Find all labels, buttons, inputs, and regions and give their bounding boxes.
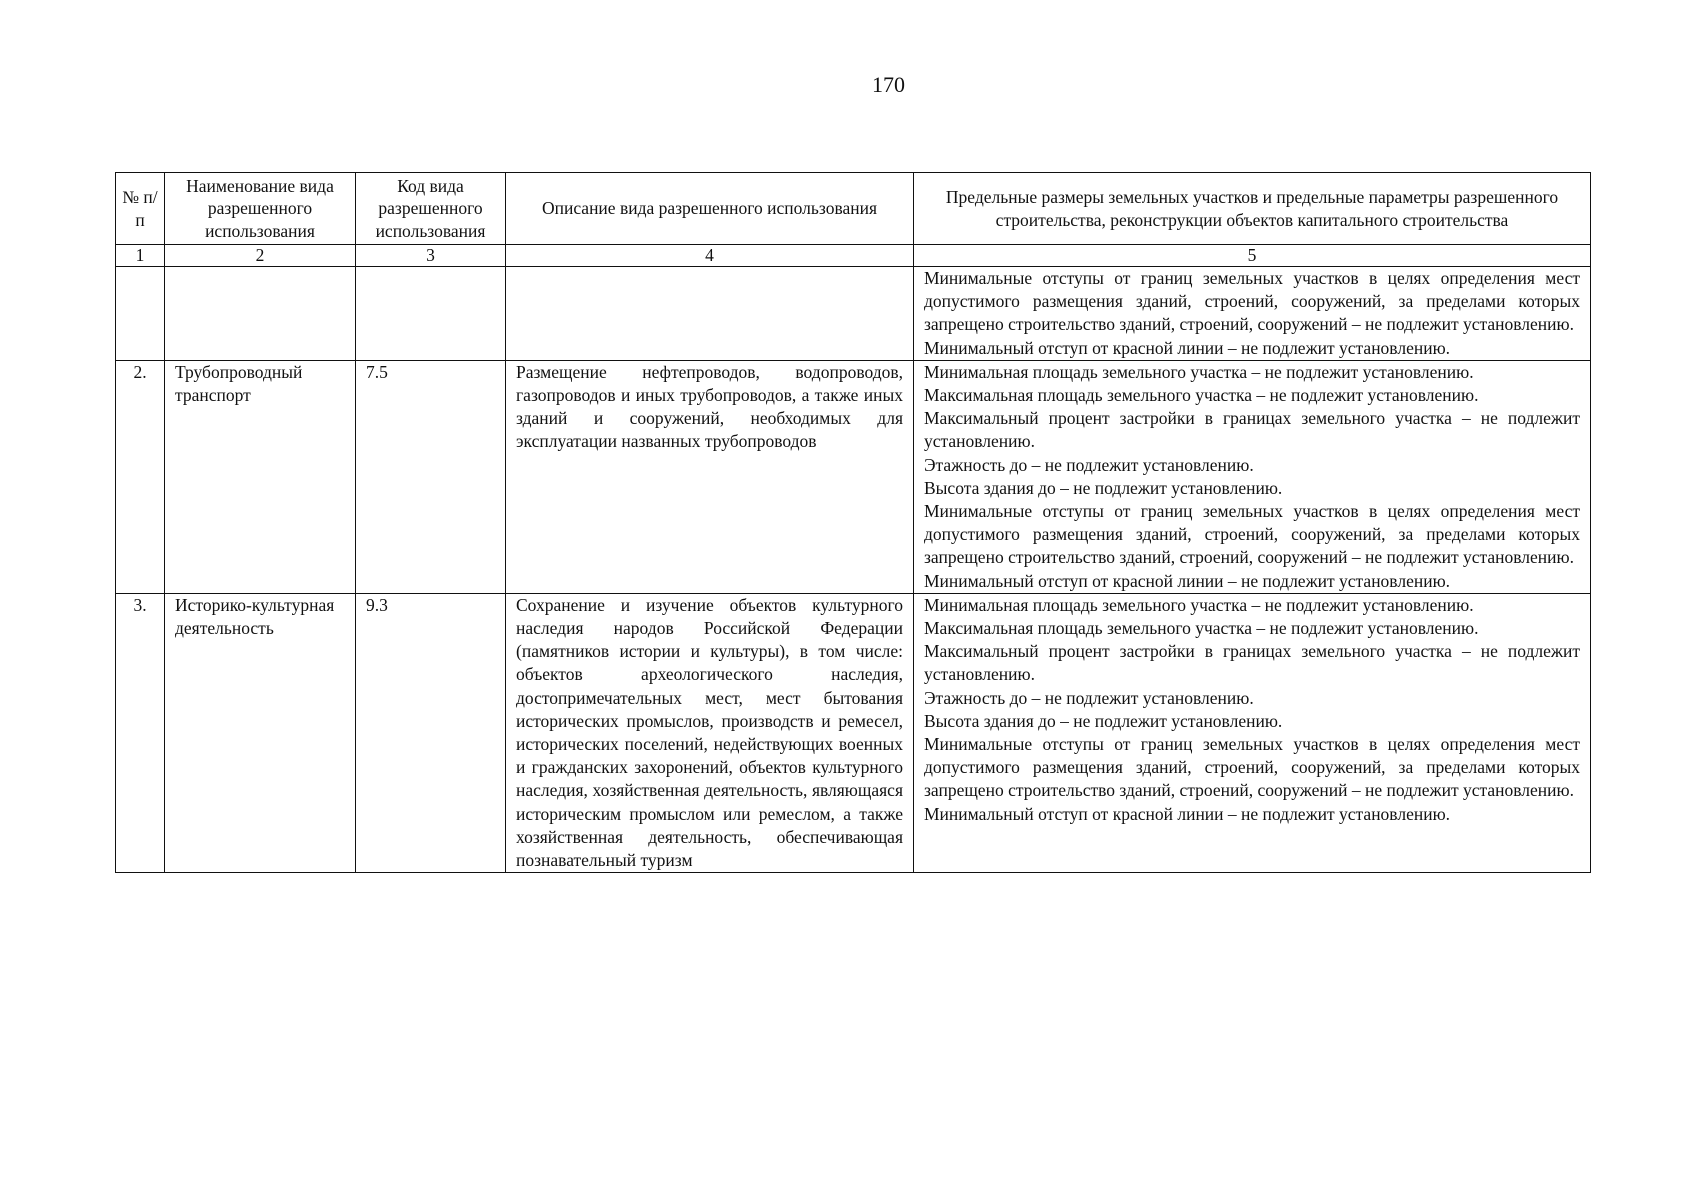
row-num: 2. <box>116 360 165 593</box>
param-line: Максимальный процент застройки в границах земельного участка – не подлежит установлению. <box>924 408 1580 452</box>
row-num <box>116 267 165 361</box>
table-row <box>116 360 1591 593</box>
param-line: Этажность до – не подлежит установлению. <box>924 454 1254 475</box>
page-number: 170 <box>872 72 905 97</box>
table-row <box>116 267 1591 361</box>
row-params <box>914 593 1591 872</box>
column-number: 1 <box>116 245 165 267</box>
header-num: № п/п <box>116 173 165 245</box>
row-code <box>356 267 506 361</box>
header-code: Код вида разрешенного использования <box>356 173 506 245</box>
param-line: Минимальная площадь земельного участка – не подлежит установлению. <box>924 594 1474 615</box>
column-number: 2 <box>165 245 356 267</box>
column-number: 3 <box>356 245 506 267</box>
row-description <box>506 267 914 361</box>
permitted-use-table <box>115 172 1591 873</box>
param-line: Минимальная площадь земельного участка – не подлежит установлению. <box>924 361 1474 382</box>
row-num: 3. <box>116 593 165 872</box>
row-params <box>914 267 1591 361</box>
column-number-row <box>116 245 1591 267</box>
header-params: Предельные размеры земельных участков и предельные параметры разрешенного строительства, реконструкции объектов капитального строительства <box>914 173 1591 245</box>
row-name <box>165 267 356 361</box>
table-row <box>116 593 1591 872</box>
row-name: Историко-культурная деятельность <box>165 593 356 872</box>
row-code: 7.5 <box>356 360 506 593</box>
param-line: Минимальный отступ от красной линии – не подлежит установлению. <box>924 570 1451 591</box>
param-line: Высота здания до – не подлежит установлению. <box>924 710 1283 731</box>
row-description: Сохранение и изучение объектов культурного наследия народов Российской Федерации (памятников истории и культуры), в том числе: объектов археологического наследия, достопримечательных мест, мест бытования исторических промыслов, производств и ремесел, исторических поселений, недействующих военных и гражданских захоронений, объектов культурного наследия, хозяйственная деятельность, являющаяся историческим промыслом или ремеслом, а также хозяйственная деятельность, обеспечивающая познавательный туризм <box>506 593 914 872</box>
column-number: 4 <box>506 245 914 267</box>
param-line: Максимальный процент застройки в границах земельного участка – не подлежит установлению. <box>924 641 1580 685</box>
param-line: Максимальная площадь земельного участка – не подлежит установлению. <box>924 618 1479 639</box>
column-number: 5 <box>914 245 1591 267</box>
param-line: Максимальная площадь земельного участка – не подлежит установлению. <box>924 385 1479 406</box>
header-name: Наименование вида разрешенного использования <box>165 173 356 245</box>
param-line: Минимальный отступ от красной линии – не подлежит установлению. <box>924 803 1451 824</box>
param-line: Минимальные отступы от границ земельных участков в целях определения мест допустимого размещения зданий, строений, сооружений, за пределами которых запрещено строительство зданий, строений, сооружений – не подлежит установлению. <box>924 268 1580 335</box>
param-line: Высота здания до – не подлежит установлению. <box>924 477 1283 498</box>
param-line: Этажность до – не подлежит установлению. <box>924 687 1254 708</box>
header-description: Описание вида разрешенного использования <box>506 173 914 245</box>
row-description: Размещение нефтепроводов, водопроводов, газопроводов и иных трубопроводов, а также иных зданий и сооружений, необходимых для эксплуатации названных трубопроводов <box>506 360 914 593</box>
row-code: 9.3 <box>356 593 506 872</box>
table-header-row <box>116 173 1591 245</box>
param-line: Минимальные отступы от границ земельных участков в целях определения мест допустимого размещения зданий, строений, сооружений, за пределами которых запрещено строительство зданий, строений, сооружений – не подлежит установлению. <box>924 734 1580 801</box>
param-line: Минимальный отступ от красной линии – не подлежит установлению. <box>924 337 1451 358</box>
row-name: Трубопроводный транспорт <box>165 360 356 593</box>
row-params <box>914 360 1591 593</box>
param-line: Минимальные отступы от границ земельных участков в целях определения мест допустимого размещения зданий, строений, сооружений, за пределами которых запрещено строительство зданий, строений, сооружений – не подлежит установлению. <box>924 501 1580 568</box>
